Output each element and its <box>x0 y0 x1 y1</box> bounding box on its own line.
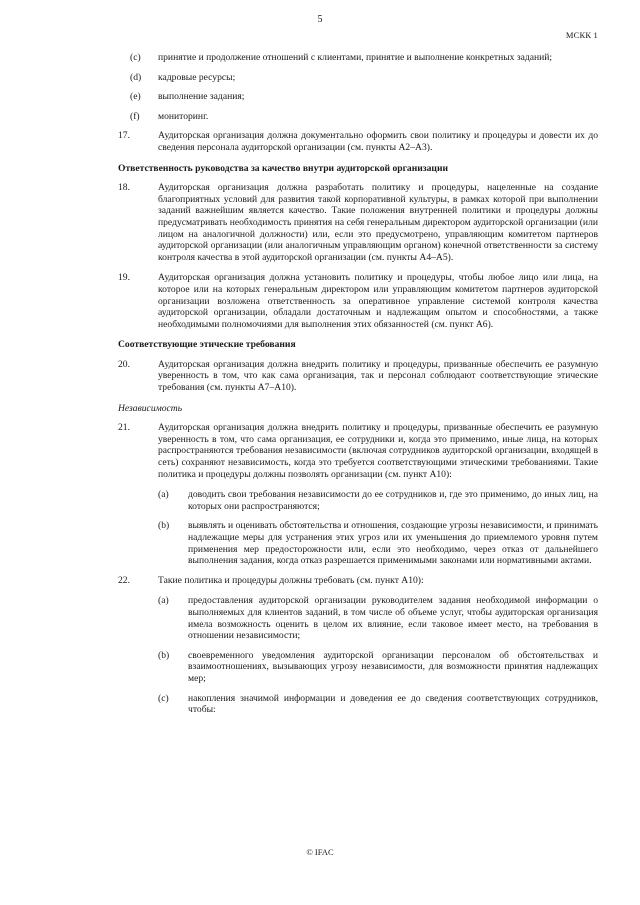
paragraph-text: Такие политика и процедуры должны требовать (см. пункт А10): <box>158 574 424 586</box>
paragraph-number: 18. <box>118 182 130 194</box>
list-item-label: (b) <box>158 649 170 661</box>
subheading-independence: Независимость <box>118 402 183 414</box>
section-heading-ethics: Соответствующие этические требования <box>118 339 296 351</box>
list-item-label: (d) <box>130 71 142 83</box>
paragraph-20 <box>118 359 598 394</box>
document-body <box>118 52 598 724</box>
paragraph-17 <box>118 130 598 153</box>
paragraph-text: Аудиторская организация должна внедрить политику и процедуры, призванные обеспечить ее разумную уверенность в том, что как сама организация, так и персонал соблюдают соответствующие этические требования (см. пункты А7–А10). <box>158 358 598 394</box>
paragraph-21 <box>118 422 598 480</box>
list-item-text: накопления значимой информации и доведения ее до сведения соответствующих сотрудников, чтобы: <box>188 692 598 716</box>
paragraph-21-items <box>158 489 598 567</box>
paragraph-number: 20. <box>118 358 130 370</box>
paragraph-19 <box>118 272 598 330</box>
list-item <box>158 489 598 512</box>
list-item-text: своевременного уведомления аудиторской организации персоналом об обстоятельствах и взаимоотношениях, вызывающих угрозу независимости, для возможности принятия надлежащих мер; <box>188 649 598 684</box>
paragraph-text: Аудиторская организация должна документально оформить свои политику и процедуры и довести их до сведения персонала аудиторской организации (см. пункты А2–А3). <box>158 130 598 153</box>
list-item <box>158 595 598 641</box>
list-item <box>130 52 598 64</box>
list-item-label: (e) <box>130 91 141 103</box>
list-item-text: кадровые ресурсы; <box>158 71 236 83</box>
list-item-text: мониторинг. <box>158 110 209 122</box>
list-item <box>130 111 598 123</box>
footer-copyright: © IFAC <box>306 847 334 857</box>
list-item-label: (f) <box>130 110 140 122</box>
paragraph-number: 17. <box>118 130 130 142</box>
paragraph-18 <box>118 182 598 263</box>
paragraph-number: 21. <box>118 422 130 434</box>
paragraph-22-items <box>158 595 598 715</box>
list-item-text: доводить свои требования независимости до ее сотрудников и, где это применимо, до иных лиц, на которых они распространяются; <box>188 489 598 512</box>
list-item-label: (a) <box>158 489 169 501</box>
document-code: МСКК 1 <box>565 30 598 40</box>
paragraph-number: 19. <box>118 272 130 284</box>
paragraph-22 <box>118 575 598 587</box>
list-item <box>158 650 598 685</box>
list-item-label: (a) <box>158 595 169 607</box>
paragraph-text: Аудиторская организация должна внедрить политику и процедуры, призванные обеспечить ее разумную уверенность в том, что сама организация, ее сотрудники и, когда это применимо, иные лица, на которых распространяются требования независимости (включая сотрудников аудиторской организации, входящей в сеть) сохраняют независимость, когда это требуется соответствующими этическими требованиями. Такие политика и процедуры должны позволять организации (см. пункт А10): <box>158 422 598 480</box>
paragraph-text: Аудиторская организация должна установить политику и процедуры, чтобы любое лицо или лица, на которое или на которых генеральным директором или управляющим комитетом партнеров аудиторской организации возложена ответственность за оперативное управление системой контроля качества аудиторской организации, обладали достаточным и надлежащим опытом и способностями, а также необходимыми полномочиями для выполнения этих обязанностей (см. пункт А6). <box>158 272 598 330</box>
list-item <box>158 693 598 716</box>
list-item <box>130 72 598 84</box>
section-heading-leadership: Ответственность руководства за качество внутри аудиторской организации <box>118 162 449 174</box>
list-item-label: (b) <box>158 520 170 532</box>
list-item-label: (c) <box>130 52 141 63</box>
list-item-text: выявлять и оценивать обстоятельства и отношения, создающие угрозы независимости, и принимать надлежащие меры для устранения этих угроз или их уменьшения до приемлемого уровня путем применения мер предосторожности или, если это необходимо, через отказ от дальнейшего выполнения задания, когда отказ разрешается применимыми законами или нормативными актами. <box>188 520 598 567</box>
paragraph-number: 22. <box>118 574 130 586</box>
list-item-text: принятие и продолжение отношений с клиентами, принятие и выполнение конкретных заданий; <box>158 52 553 63</box>
list-item-text: предоставления аудиторской организации руководителем задания необходимой информации о выполняемых для клиентов заданий, в том числе об объеме услуг, чтобы аудиторская организация имела возможность оценить в целом их влияние, если таковое имеет место, на требования в отношении независимости; <box>188 595 598 642</box>
page-number: 5 <box>317 14 323 25</box>
list-item-label: (c) <box>158 692 169 704</box>
list-item <box>130 91 598 103</box>
list-item <box>158 520 598 566</box>
list-item-text: выполнение задания; <box>158 91 245 103</box>
paragraph-text: Аудиторская организация должна разработать политику и процедуры, нацеленные на создание благоприятных условий для развития такой корпоративной культуры, в рамках которой при выполнении заданий важнейшим является качество. Такие положения внутренней политики и процедуры должны предусматривать необходимость принятия на себя генеральным директором аудиторской организации (или лицом на аналогичной должности) или, если это предусмотрено, управляющим комитетом партнеров аудиторской организации (или аналогичным управляющим органом) конечной ответственности за систему контроля качества в этой аудиторской организации (см. пункты А4–А5). <box>158 182 598 263</box>
